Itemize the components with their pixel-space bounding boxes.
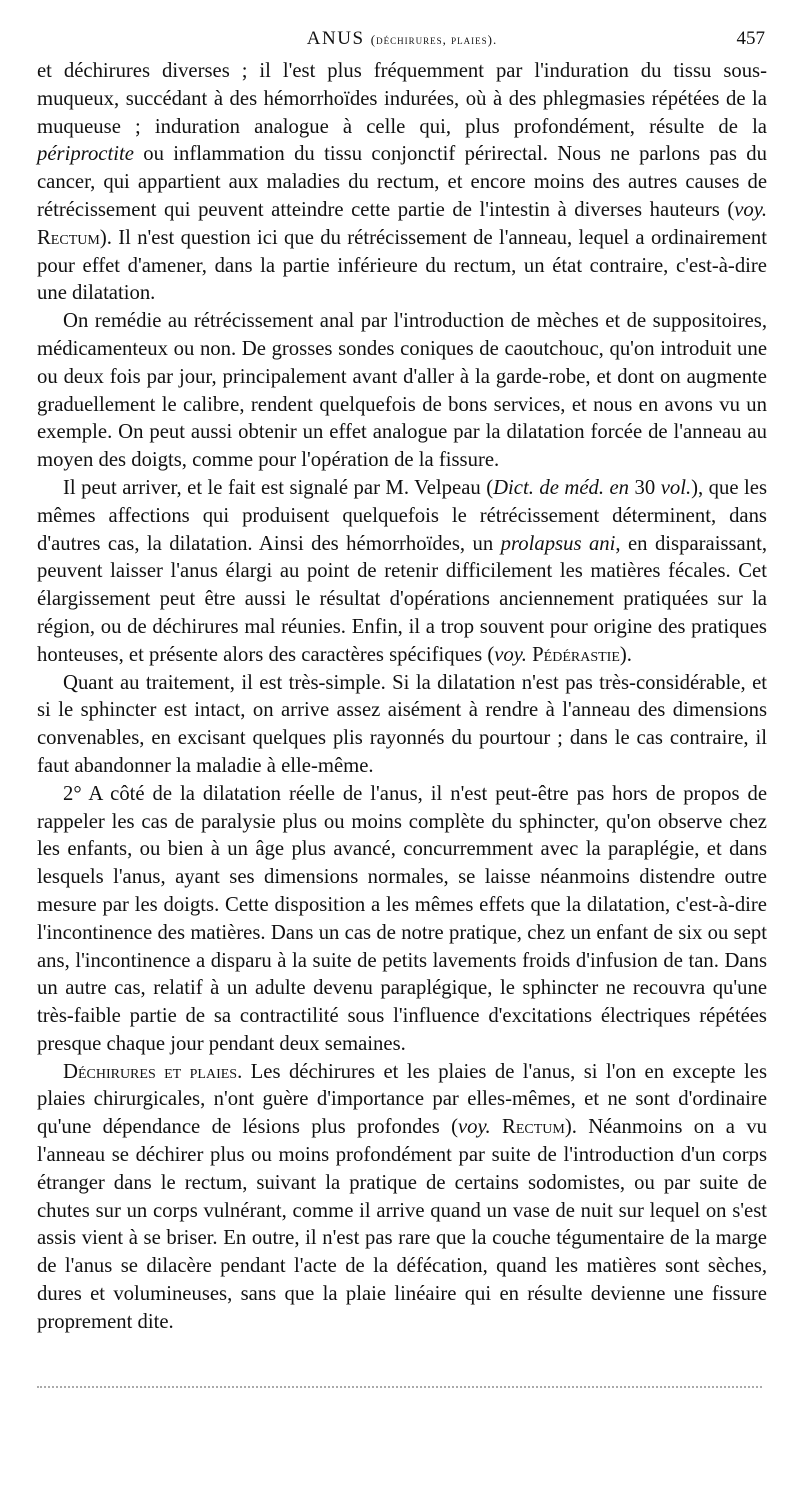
running-title-sub: (déchirures, plaies). (370, 32, 498, 47)
footer-dotted-rule (37, 1386, 762, 1389)
p1-italic-1: périproctite (37, 143, 134, 166)
p1-crossref: Rectum (37, 226, 100, 249)
running-title (37, 28, 767, 50)
p3-crossref: Pédérastie (532, 643, 620, 666)
p1-italic-2: voy. (734, 198, 767, 221)
p3-italic-4: voy. (494, 643, 527, 666)
page-number: 457 (736, 28, 765, 49)
paragraph-1 (37, 58, 767, 308)
p3-italic-1: Dict. de méd. en (493, 476, 630, 499)
p6-italic-1: voy. (457, 1116, 491, 1139)
paragraph-6 (37, 1059, 767, 1337)
p3-text-1: Il peut arriver, et le fait est signalé par M. Velpeau ( (63, 476, 494, 499)
p3-text-4: , en disparaissant, peuvent laisser l'anus élargi au point de retenir difficilement les matières fécales. Cet élargissement peut être aussi le résultat d'opérations anciennement pratiquées sur la région, ou de déchirures mal réunies. Enfin, il a trop souvent pour origine des pratiques honteuses, et présente alors des caractères spécifiques ( (37, 532, 767, 666)
running-title-main: ANUS (306, 28, 365, 49)
p1-text-3: ). Il n'est question ici que du rétrécissement de l'anneau, lequel a ordinairement pour effet d'amener, dans la partie inférieure du rectum, un état contraire, c'est-à-dire une dilatation. (37, 226, 767, 305)
p6-crossref: Rectum (502, 1116, 565, 1139)
p6-text-1: Les déchirures et les plaies de l'anus, si l'on en excepte les plaies chirurgicales, n'ont guère d'importance par elles-mêmes, et ne sont d'ordinaire qu'une dépendance de lésions plus profondes ( (37, 1060, 767, 1139)
p6-text-2: ). Néanmoins on a vu l'anneau se déchirer plus ou moins profondément par suite de l'introduction d'un corps étranger dans le rectum, suivant la pratique de certains sodomistes, ou par suite de chutes sur un corps vulnérant, comme il arrive quand un vase de nuit sur lequel on s'est assis vient à se briser. En outre, il n'est pas rare que la couche tégumentaire de la marge de l'anus se dilacère pendant l'acte de la défécation, quand les matières sont sèches, dures et volumineuses, sans que la plaie linéaire qui en résulte devienne une fissure proprement dite. (37, 1116, 768, 1333)
paragraph-4: Quant au traitement, il est très-simple. Si la dilatation n'est pas très-considérable, et si le sphincter est intact, on arrive assez aisément à rendre à l'anneau des dimensions convenables, en excisant quelques plis rayonnés du pourtour ; dans le cas contraire, il faut abandonner la maladie à elle-même. (37, 671, 767, 777)
p3-italic-3: prolapsus ani (500, 532, 616, 555)
p3-italic-2: vol. (660, 476, 692, 499)
page (37, 28, 767, 1389)
p1-text-2: ou inflammation du tissu conjonctif périrectal. Nous ne parlons pas du cancer, qui appartient aux maladies du rectum, et encore moins des autres causes de rétrécissement qui peuvent atteindre cette partie de l'intestin à diverses hauteurs ( (37, 143, 767, 221)
p3-text-2: 30 (629, 476, 661, 499)
paragraph-2: On remédie au rétrécissement anal par l'introduction de mèches et de suppositoires, médicamenteux ou non. De grosses sondes coniques de caoutchouc, qu'on introduit une ou deux fois par jour, principalement avant d'aller à la garde-robe, et dont on augmente graduellement le calibre, rendent quelquefois de bons services, et nous en avons vu un exemple. On peut aussi obtenir un effet analogue par la dilatation forcée de l'anneau au moyen des doigts, comme pour l'opération de la fissure. (37, 310, 767, 472)
paragraph-3 (37, 475, 767, 670)
body-text (37, 58, 767, 1337)
p3-text-3: ), que les mêmes affections qui produisent quelquefois le rétrécissement déterminent, dans d'autres cas, la dilatation. Ainsi des hémorrhoïdes, un (37, 476, 768, 555)
p1-text-1: et déchirures diverses ; il l'est plus fréquemment par l'induration du tissu sous-muqueux, succédant à des hémorrhoïdes indurées, où à des phlegmasies répétées de la muqueuse ; induration analogue à celle qui, plus profondément, résulte de la (37, 60, 767, 138)
section-heading: Déchirures et plaies. (63, 1060, 243, 1083)
running-header (37, 28, 767, 58)
paragraph-5: 2° A côté de la dilatation réelle de l'anus, il n'est peut-être pas hors de propos de rappeler les cas de paralysie plus ou moins complète du sphincter, qu'on observe chez les enfants, ou bien à un âge plus avancé, concurremment avec la paraplégie, et dans lesquels l'anus, ayant ses dimensions normales, se laisse néanmoins distendre outre mesure par les doigts. Cette disposition a les mêmes effets que la dilatation, c'est-à-dire l'incontinence des matières. Dans un cas de notre pratique, chez un enfant de six ou sept ans, l'incontinence a disparu à la suite de petits lavements froids d'infusion de tan. Dans un autre cas, relatif à un adulte devenu paraplégique, le sphincter ne recouvra qu'une très-faible partie de sa contractilité sous l'influence d'excitations électriques répétées presque chaque jour pendant deux semaines. (37, 782, 767, 1055)
footer-gap (37, 1337, 767, 1386)
p3-text-5: ). (619, 643, 632, 666)
